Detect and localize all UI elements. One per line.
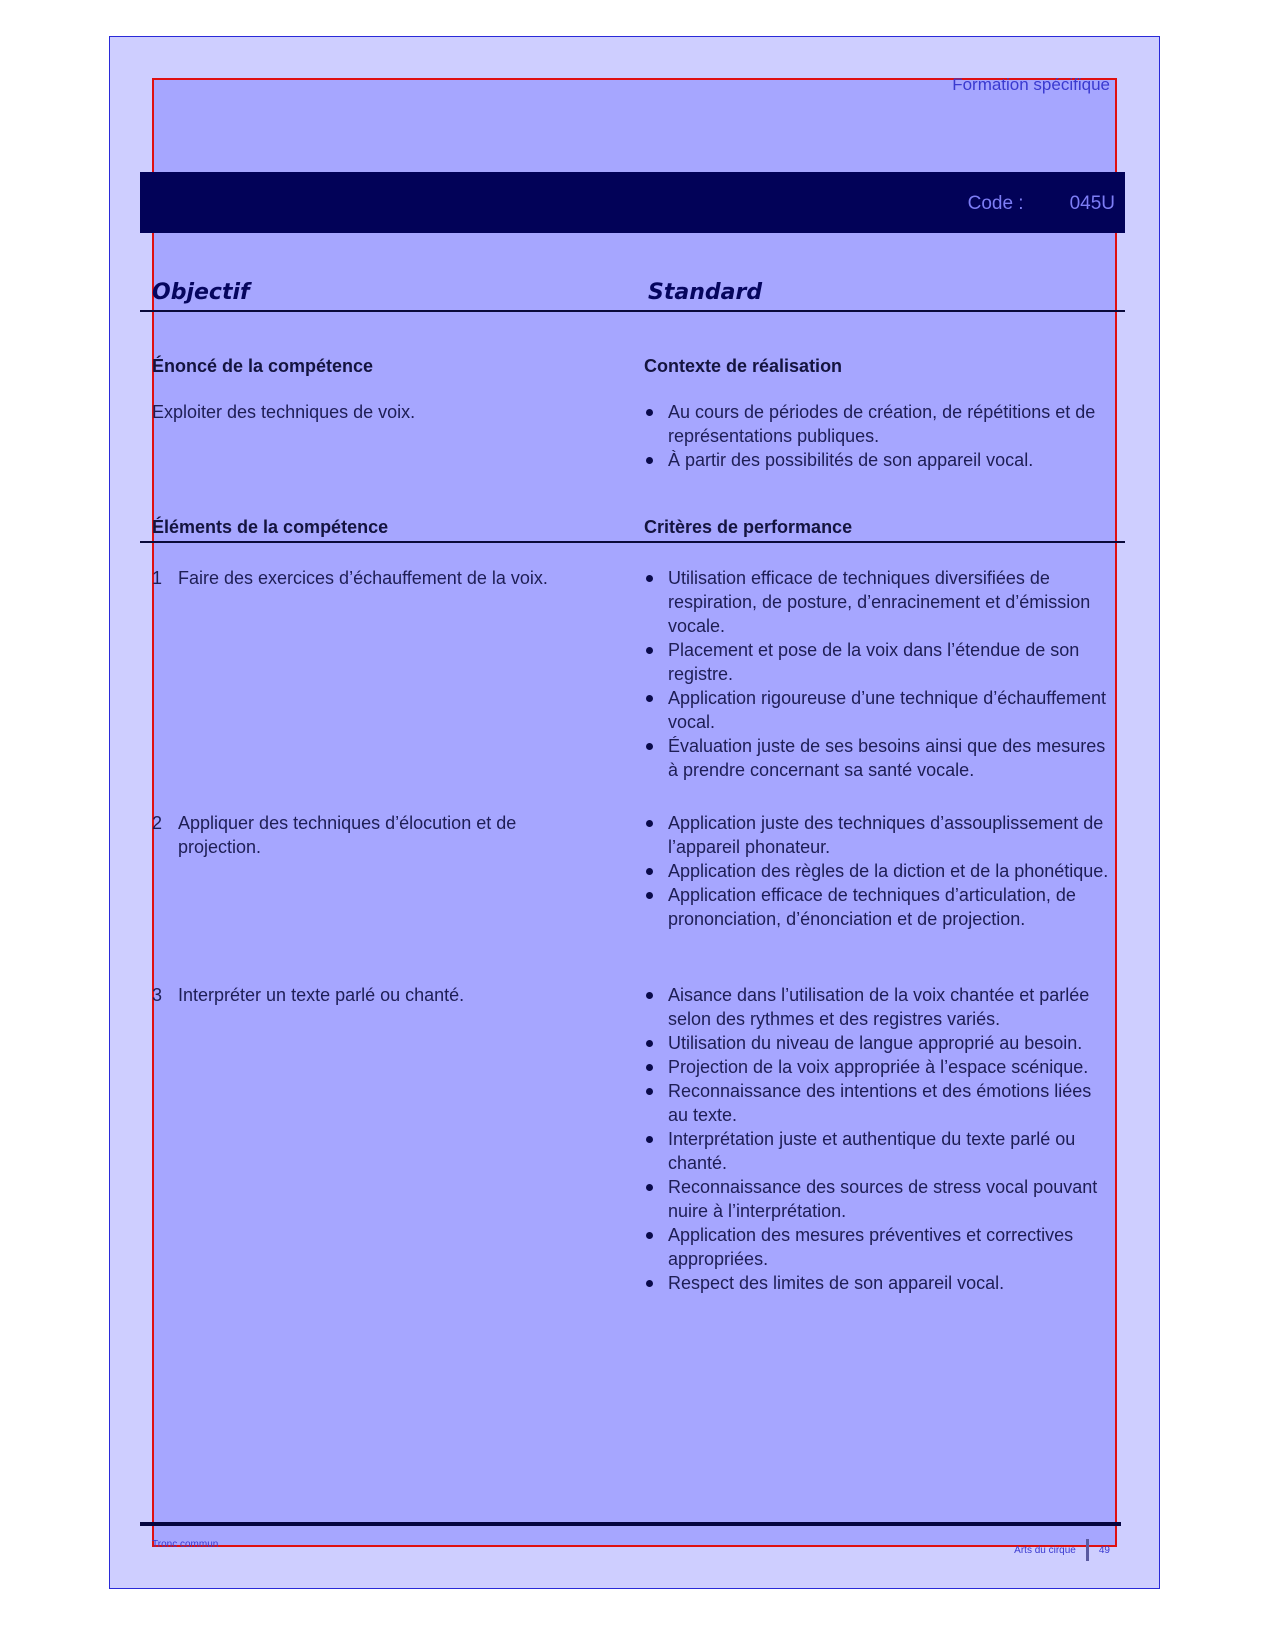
list-item: Application des règles de la diction et de la phonétique. [644, 859, 1114, 883]
criteres-title: Critères de performance [644, 517, 853, 537]
elements-title: Éléments de la compétence [152, 517, 389, 537]
list-item: Application juste des techniques d’assouplissement de l’appareil phonateur. [644, 811, 1114, 859]
column-title-standard: Standard [648, 280, 763, 305]
code-label: Code : [967, 193, 1024, 214]
contexte-list [644, 400, 1119, 472]
page-number: 49 [1098, 1544, 1110, 1556]
list-item: Au cours de périodes de création, de répétitions et de représentations publiques. [644, 400, 1119, 448]
header-rule [140, 310, 1125, 312]
enonce-title: Énoncé de la compétence [152, 356, 374, 376]
element-number: 3 [152, 985, 163, 1005]
list-item: Évaluation juste de ses besoins ainsi que des mesures à prendre concernant sa santé vocale. [644, 734, 1114, 782]
footer-right [1014, 1539, 1110, 1561]
footer-divider [1086, 1539, 1089, 1561]
element-text: Interpréter un texte parlé ou chanté. [178, 985, 465, 1005]
code-block [968, 193, 1115, 215]
criteria-list-1 [644, 566, 1114, 782]
list-item: Application des mesures préventives et correctives appropriées. [644, 1223, 1114, 1271]
list-item: Projection de la voix appropriée à l’espace scénique. [644, 1055, 1114, 1079]
list-item: À partir des possibilités de son appareil vocal. [644, 448, 1119, 472]
list-item: Application rigoureuse d’une technique d’échauffement vocal. [644, 686, 1114, 734]
list-item: Application efficace de techniques d’articulation, de prononciation, d’énonciation et de projection. [644, 883, 1114, 931]
element-number: 1 [152, 568, 163, 588]
list-item: Utilisation du niveau de langue approprié au besoin. [644, 1031, 1114, 1055]
column-title-objectif: Objectif [152, 280, 250, 305]
criteria-list-2 [644, 811, 1114, 931]
list-item: Utilisation efficace de techniques diversifiées de respiration, de posture, d’enracinement et d’émission vocale. [644, 566, 1114, 638]
program-header: Formation spécifique [952, 75, 1110, 94]
element-text: Faire des exercices d’échauffement de la voix. [178, 568, 548, 588]
list-item: Placement et pose de la voix dans l’étendue de son registre. [644, 638, 1114, 686]
element-number: 2 [152, 813, 163, 833]
criteria-list-3 [644, 983, 1114, 1295]
list-item: Reconnaissance des intentions et des émotions liées au texte. [644, 1079, 1114, 1127]
footer-rule [140, 1522, 1121, 1526]
enonce-text: Exploiter des techniques de voix. [152, 402, 416, 422]
list-item: Interprétation juste et authentique du texte parlé ou chanté. [644, 1127, 1114, 1175]
element-text: Appliquer des techniques d’élocution et de projection. [178, 813, 517, 857]
list-item: Reconnaissance des sources de stress vocal pouvant nuire à l’interprétation. [644, 1175, 1114, 1223]
footer-program: Arts du cirque [1014, 1544, 1076, 1556]
footer-left: Tronc commun [152, 1539, 219, 1550]
code-value: 045U [1069, 193, 1115, 214]
elements-rule [140, 541, 1125, 543]
list-item: Respect des limites de son appareil vocal. [644, 1271, 1114, 1295]
contexte-title: Contexte de réalisation [644, 356, 843, 376]
list-item: Aisance dans l’utilisation de la voix chantée et parlée selon des rythmes et des registres variés. [644, 983, 1114, 1031]
